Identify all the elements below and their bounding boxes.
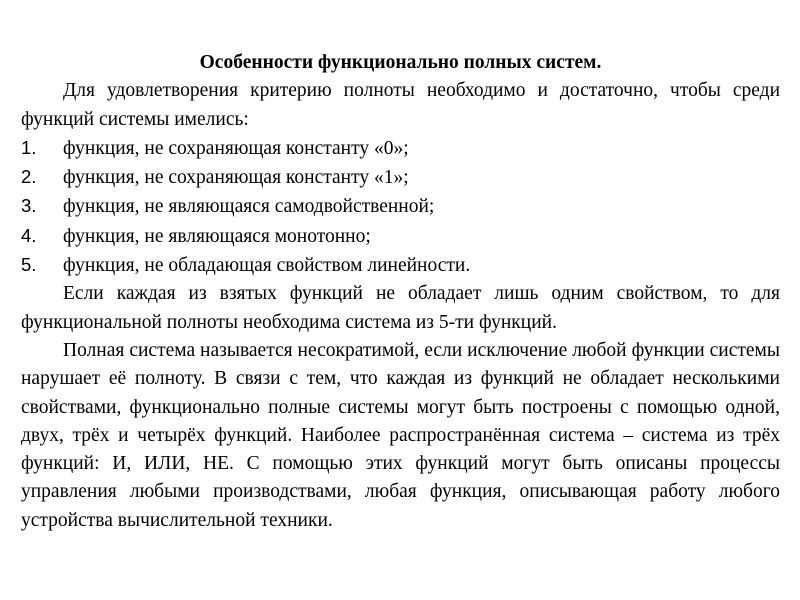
list-item [21,251,780,280]
list-item [21,163,780,192]
list-item-number: 2. [21,166,37,188]
list-item-number: 4. [21,224,37,246]
slide-title: Особенности функционально полных систем. [199,52,602,73]
irreducible-system-paragraph: Полная система называется несократимой, если исключение любой функции системы нарушает её полноту. В связи с тем, что каждая из функций не обладает несколькими свойствами, функционально полные системы могут быть построены с помощью одной, двух, трёх и четырёх функций. Наиболее распространённая система – система из трёх функций: И, ИЛИ, НЕ. С помощью этих функций могут быть описаны процессы управления любыми производствами, любая функция, описывающая работу любого устройства вычислительной техники. [21,339,780,531]
list-item [21,222,780,251]
list-item-text: функция, не обладающая свойством линейности. [63,255,471,277]
list-item-number: 3. [21,195,37,217]
list-item-number: 5. [21,254,37,276]
list-item-number: 1. [21,136,37,158]
list-item-text: функция, не сохраняющая константу «1»; [63,167,409,189]
list-item-text: функция, не являющаяся монотонно; [63,225,371,247]
numbered-list [21,134,780,280]
intro-paragraph: Для удовлетворения критерию полноты необходимо и достаточно, чтобы среди функций системы имелись: [21,80,780,130]
list-item-text: функция, не сохраняющая константу «0»; [63,137,409,159]
completeness-paragraph: Если каждая из взятых функций не обладает лишь одним свойством, то для функциональной полноты необходима система из 5-ти функций. [21,283,780,333]
list-item [21,134,780,163]
list-item [21,192,780,221]
list-item-text: функция, не являющаяся самодвойственной; [63,196,435,218]
